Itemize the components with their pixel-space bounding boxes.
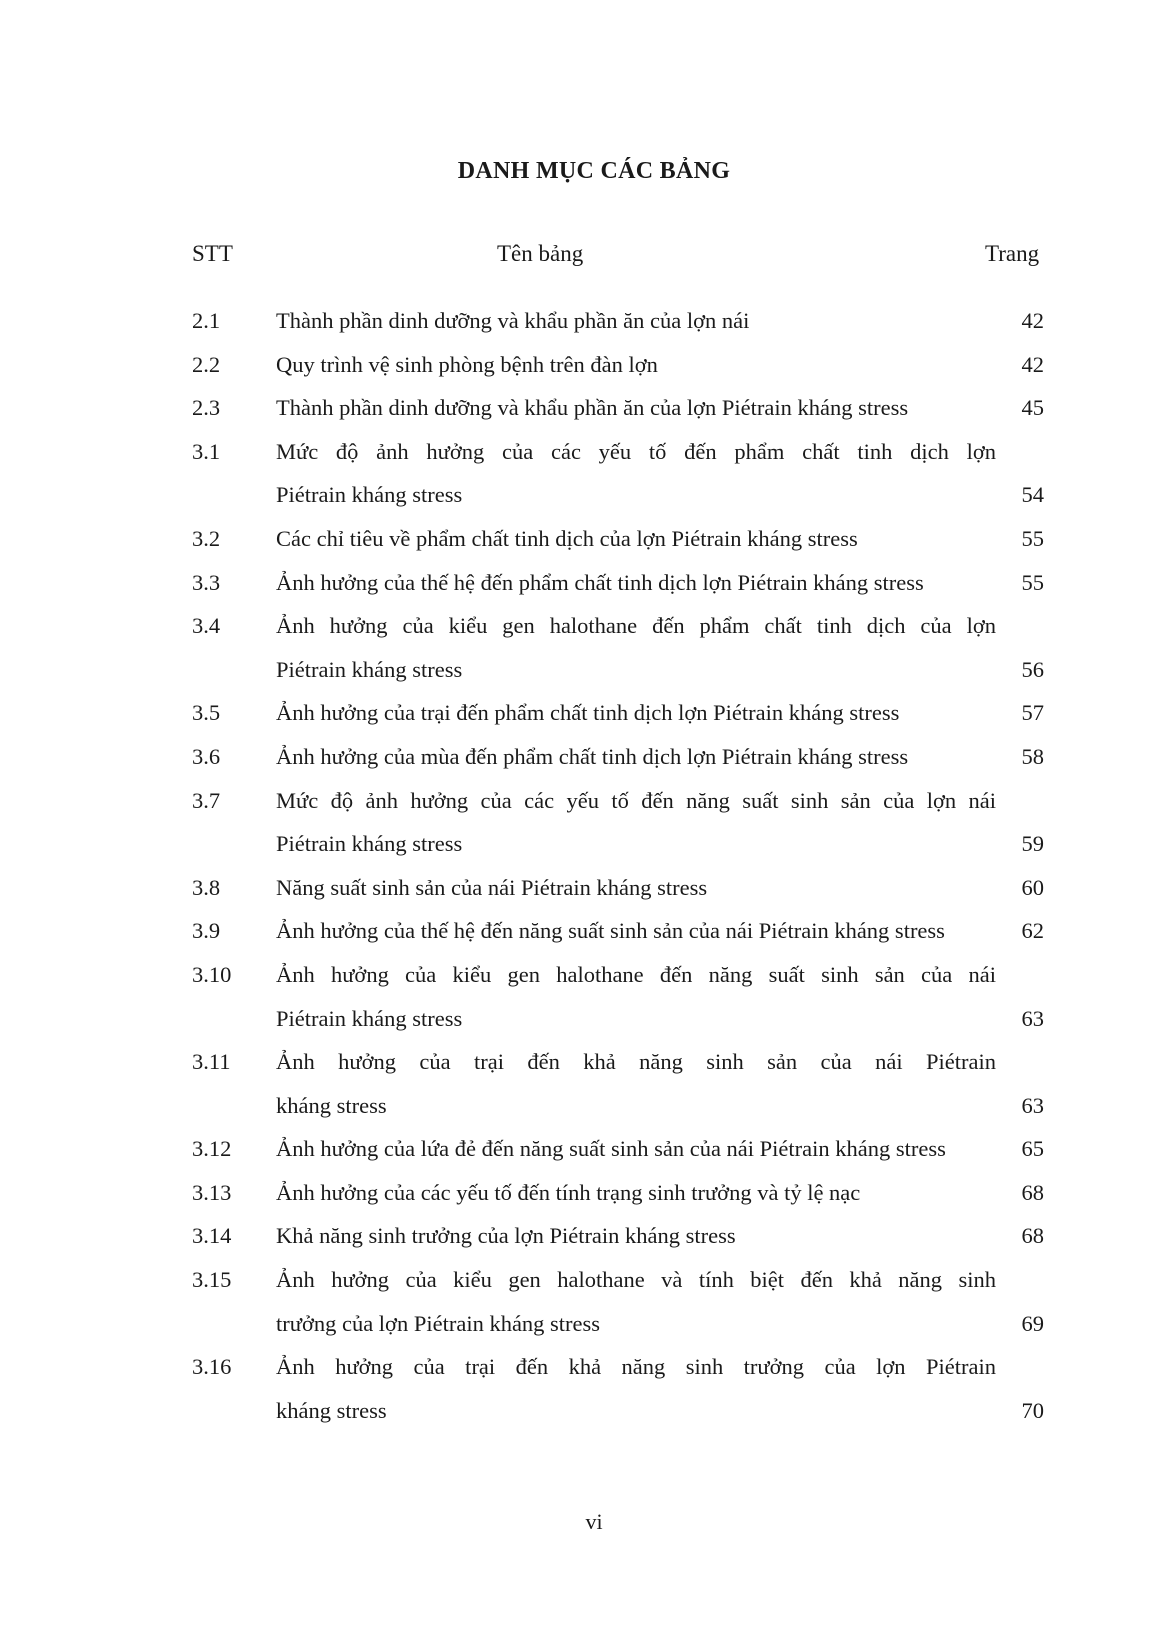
- table-entry-page: 55: [1021, 569, 1044, 595]
- table-entry-title: Ảnh hưởng của mùa đến phẩm chất tinh dịch lợn Piétrain kháng stress: [276, 743, 909, 769]
- table-entry-page: 69: [1021, 1310, 1044, 1336]
- table-entry-title: Thành phần dinh dưỡng và khẩu phần ăn của lợn Piétrain kháng stress: [276, 395, 909, 421]
- table-entry-page: 63: [1021, 1092, 1044, 1118]
- table-entry: [0, 343, 1158, 387]
- table-entry-number: 3.10: [192, 961, 232, 987]
- table-entry-page: 65: [1021, 1136, 1044, 1162]
- table-entry: [0, 1040, 1158, 1127]
- table-entry-number: 3.13: [192, 1179, 232, 1205]
- table-entry-number: 3.4: [192, 613, 221, 639]
- table-entry-page: 63: [1021, 1005, 1044, 1031]
- table-entry-title: Ảnh hưởng của kiểu gen halothane đến năng suất sinh sản của nái: [276, 961, 996, 987]
- page-title: DANH MỤC CÁC BẢNG: [457, 158, 731, 184]
- table-entry: [0, 386, 1158, 430]
- table-entry-number: 3.14: [192, 1223, 232, 1249]
- table-entry-page: 70: [1021, 1397, 1044, 1423]
- table-entry: [0, 953, 1158, 1040]
- table-entry-number: 3.9: [192, 918, 221, 944]
- table-entry-page: 62: [1021, 918, 1044, 944]
- table-entry: [0, 1345, 1158, 1432]
- table-list: [0, 299, 1158, 1432]
- table-entry-number: 3.11: [192, 1049, 231, 1075]
- table-entry: [0, 866, 1158, 910]
- table-entry-number: 3.12: [192, 1136, 232, 1162]
- table-entry-page: 42: [1021, 308, 1044, 333]
- table-entry-title: Mức độ ảnh hưởng của các yếu tố đến phẩm chất tinh dịch lợn: [276, 438, 996, 464]
- table-entry-title: Mức độ ảnh hưởng của các yếu tố đến năng suất sinh sản của lợn nái: [276, 787, 996, 813]
- table-entry-page: 57: [1021, 700, 1044, 726]
- table-entry-number: 3.8: [192, 874, 221, 900]
- column-header-table-name: Tên bảng: [497, 241, 584, 266]
- table-entry-title: Ảnh hưởng của trại đến khả năng sinh trưởng của lợn Piétrain: [276, 1354, 996, 1380]
- table-entry-page: 60: [1021, 874, 1044, 900]
- table-entry-title: Ảnh hưởng của kiểu gen halothane đến phẩm chất tinh dịch của lợn: [276, 613, 996, 639]
- table-entry-number: 3.2: [192, 525, 221, 551]
- table-entry-number: 3.7: [192, 787, 221, 813]
- table-entry-number: 2.1: [192, 308, 221, 333]
- table-entry: [0, 691, 1158, 735]
- table-entry-page: 55: [1021, 525, 1044, 551]
- table-entry-page: 54: [1021, 482, 1044, 508]
- table-entry: [0, 604, 1158, 691]
- table-entry-number: 2.3: [192, 395, 221, 421]
- table-entry: [0, 430, 1158, 517]
- table-entry-page: 42: [1021, 351, 1044, 377]
- table-entry-title: Piétrain kháng stress: [276, 482, 463, 508]
- table-entry-title: Piétrain kháng stress: [276, 831, 463, 857]
- table-entry-page: 58: [1021, 743, 1044, 769]
- table-entry-title: trưởng của lợn Piétrain kháng stress: [276, 1310, 601, 1336]
- table-entry-title: Khả năng sinh trưởng của lợn Piétrain kháng stress: [276, 1223, 736, 1249]
- column-header-page: Trang: [985, 241, 1040, 266]
- table-entry: [0, 1258, 1158, 1345]
- column-header-stt: STT: [192, 241, 233, 266]
- table-entry: [0, 561, 1158, 605]
- table-entry-title: Ảnh hưởng của trại đến khả năng sinh sản của nái Piétrain: [276, 1049, 996, 1075]
- table-entry-title: Ảnh hưởng của thế hệ đến năng suất sinh sản của nái Piétrain kháng stress: [276, 918, 945, 944]
- table-entry-page: 59: [1021, 831, 1044, 857]
- table-entry-number: 2.2: [192, 351, 221, 377]
- table-entry: [0, 1171, 1158, 1215]
- table-entry-page: 45: [1021, 395, 1044, 421]
- table-entry-page: 68: [1021, 1179, 1044, 1205]
- table-entry-title: kháng stress: [276, 1397, 387, 1423]
- table-entry-number: 3.6: [192, 743, 221, 769]
- table-entry: [0, 735, 1158, 779]
- table-entry: [0, 779, 1158, 866]
- table-entry-title: Quy trình vệ sinh phòng bệnh trên đàn lợn: [276, 351, 658, 377]
- table-entry: [0, 909, 1158, 953]
- table-entry-title: kháng stress: [276, 1092, 387, 1118]
- page-number: vi: [585, 1509, 603, 1534]
- table-entry-number: 3.1: [192, 438, 221, 464]
- table-entry-title: Ảnh hưởng của thế hệ đến phẩm chất tinh dịch lợn Piétrain kháng stress: [276, 569, 924, 595]
- table-entry: [0, 517, 1158, 561]
- table-entry-page: 68: [1021, 1223, 1044, 1249]
- table-entry-title: Các chỉ tiêu về phẩm chất tinh dịch của lợn Piétrain kháng stress: [276, 525, 858, 551]
- table-entry: [0, 1214, 1158, 1258]
- table-entry-number: 3.16: [192, 1354, 232, 1380]
- table-entry-title: Piétrain kháng stress: [276, 1005, 463, 1031]
- table-entry-title: Ảnh hưởng của lứa đẻ đến năng suất sinh sản của nái Piétrain kháng stress: [276, 1136, 946, 1162]
- table-entry-title: Ảnh hưởng của kiểu gen halothane và tính biệt đến khả năng sinh: [276, 1267, 996, 1293]
- table-entry-title: Năng suất sinh sản của nái Piétrain kháng stress: [276, 874, 708, 900]
- table-entry-number: 3.15: [192, 1267, 232, 1293]
- table-entry-number: 3.5: [192, 700, 221, 726]
- table-entry-page: 56: [1021, 656, 1044, 682]
- table-entry-title: Ảnh hưởng của các yếu tố đến tính trạng sinh trưởng và tỷ lệ nạc: [276, 1179, 861, 1205]
- table-entry: [0, 1127, 1158, 1171]
- table-entry-number: 3.3: [192, 569, 221, 595]
- table-entry-title: Ảnh hưởng của trại đến phẩm chất tinh dịch lợn Piétrain kháng stress: [276, 700, 900, 726]
- table-entry-title: Piétrain kháng stress: [276, 656, 463, 682]
- table-entry-title: Thành phần dinh dưỡng và khẩu phần ăn của lợn nái: [276, 308, 750, 333]
- table-entry: [0, 299, 1158, 343]
